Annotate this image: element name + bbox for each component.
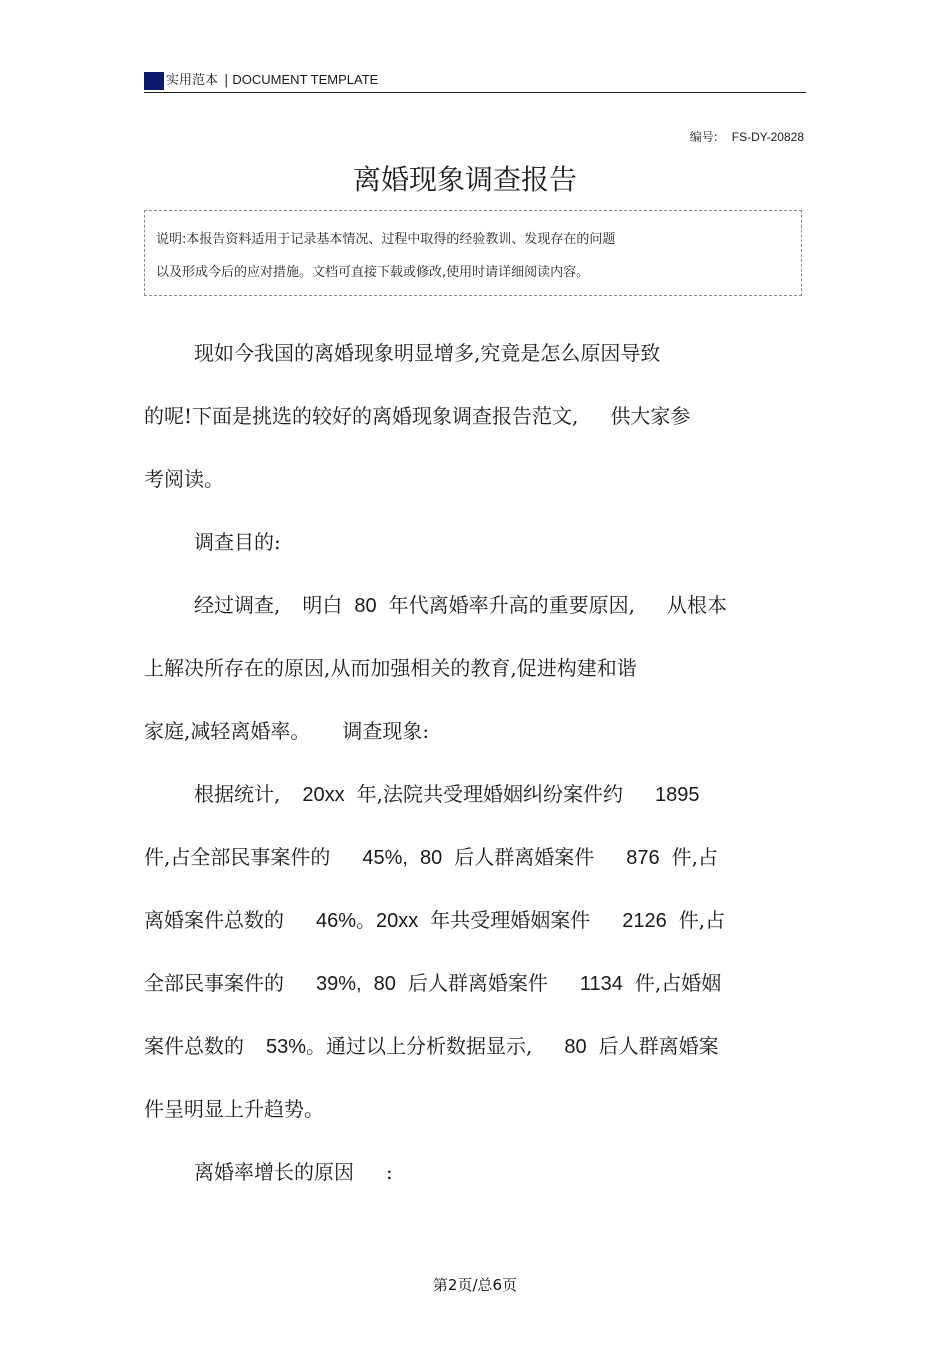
body-line <box>144 763 806 826</box>
body-text-segment: 46%。 <box>316 910 377 932</box>
body-text-segment: 80 <box>419 847 443 869</box>
body-text-segment: 件,占全部民事案件的 <box>144 845 331 869</box>
section-heading-purpose <box>144 511 806 574</box>
body-line <box>144 700 806 763</box>
header-label-en: DOCUMENT TEMPLATE <box>232 72 379 87</box>
body-text-segment: 80 <box>373 973 396 995</box>
body-text-segment: 年,法院共受理婚姻纠纷案件约 <box>356 782 623 806</box>
body-line <box>144 322 806 385</box>
body-text-segment: 根据统计, <box>194 782 281 806</box>
body-text-segment: 45%, <box>362 847 408 869</box>
body-text-segment: 后人群离婚案件 <box>454 845 595 869</box>
body-text-segment: 案件总数的 <box>144 1034 244 1058</box>
description-line-2: 以及形成今后的应对措施。文档可直接下载或修改,使用时请详细阅读内容。 <box>156 265 590 280</box>
body-text-segment: 876 <box>626 847 660 869</box>
body-text-segment: 年共受理婚姻案件 <box>430 908 591 932</box>
body-text-segment: 件,占 <box>678 908 726 932</box>
body-line <box>144 637 806 700</box>
body-text-segment: 明白 <box>302 593 343 617</box>
body-text-segment: 件呈明显上升趋势。 <box>144 1097 324 1121</box>
description-box <box>144 210 802 296</box>
body-line <box>144 385 806 448</box>
document-number-value: FS-DY-20828 <box>731 130 804 144</box>
body-text-segment: 通过以上分析数据显示, <box>326 1034 533 1058</box>
body-text-segment: 80 <box>564 1036 587 1058</box>
body-text-segment: 后人群离婚案件 <box>407 971 548 995</box>
body-text-segment: 全部民事案件的 <box>144 971 284 995</box>
body-line <box>144 1078 806 1141</box>
header-separator: | <box>224 73 229 88</box>
body-text-segment: 上解决所存在的原因,从而加强相关的教育,促进构建和谐 <box>144 656 637 680</box>
body-line <box>144 1015 806 1078</box>
body-text-segment: 件,占婚姻 <box>634 971 722 995</box>
body-text-segment: 80 <box>354 595 377 617</box>
section-heading-causes <box>144 1141 806 1204</box>
body-text-segment: 20xx <box>376 910 419 932</box>
body-text-segment: 从根本 <box>666 593 727 617</box>
body-text-segment: 离婚案件总数的 <box>144 908 284 932</box>
body-text-segment: 53%。 <box>266 1036 327 1058</box>
body-text-segment: 调查现象: <box>342 719 430 743</box>
body-line <box>144 826 806 889</box>
body-line <box>144 448 806 511</box>
header-label <box>166 72 378 89</box>
body-text-segment: 经过调查, <box>194 593 281 617</box>
document-body <box>144 322 806 1204</box>
document-header <box>144 70 806 93</box>
body-text-segment: 现如今我国的离婚现象明显增多,究竟是怎么原因导致 <box>194 341 661 365</box>
body-text-segment: : <box>386 1160 393 1184</box>
body-text-segment: 件,占 <box>671 845 718 869</box>
body-text-segment: 1134 <box>579 973 623 995</box>
body-text-segment: 调查目的: <box>194 530 281 554</box>
body-text-segment: 2126 <box>622 910 667 932</box>
document-title: 离婚现象调查报告 <box>352 163 577 196</box>
body-text-segment: 的呢!下面是挑选的较好的离婚现象调查报告范文, <box>144 404 579 428</box>
body-text-segment: 1895 <box>654 784 700 806</box>
body-text-segment: 39%, <box>316 973 362 995</box>
body-text-segment: 离婚率增长的原因 <box>194 1160 354 1184</box>
body-line <box>144 952 806 1015</box>
body-text-segment: 供大家参 <box>610 404 691 428</box>
body-text-segment: 20xx <box>302 784 345 806</box>
body-line <box>144 889 806 952</box>
body-text-segment: 年代离婚率升高的重要原因, <box>388 593 635 617</box>
document-number <box>690 128 804 145</box>
page-footer: 第2页/总6页 <box>432 1276 518 1294</box>
document-number-label: 编号: <box>689 130 718 144</box>
header-logo-square <box>144 72 164 90</box>
description-line-1: 说明:本报告资料适用于记录基本情况、过程中取得的经验教训、发现存在的问题 <box>156 232 616 247</box>
body-text-segment: 家庭,减轻离婚率。 <box>144 719 311 743</box>
body-line <box>144 574 806 637</box>
body-text-segment: 考阅读。 <box>144 467 224 491</box>
body-text-segment: 后人群离婚案 <box>598 1034 719 1058</box>
header-label-cn: 实用范本 <box>166 73 219 88</box>
